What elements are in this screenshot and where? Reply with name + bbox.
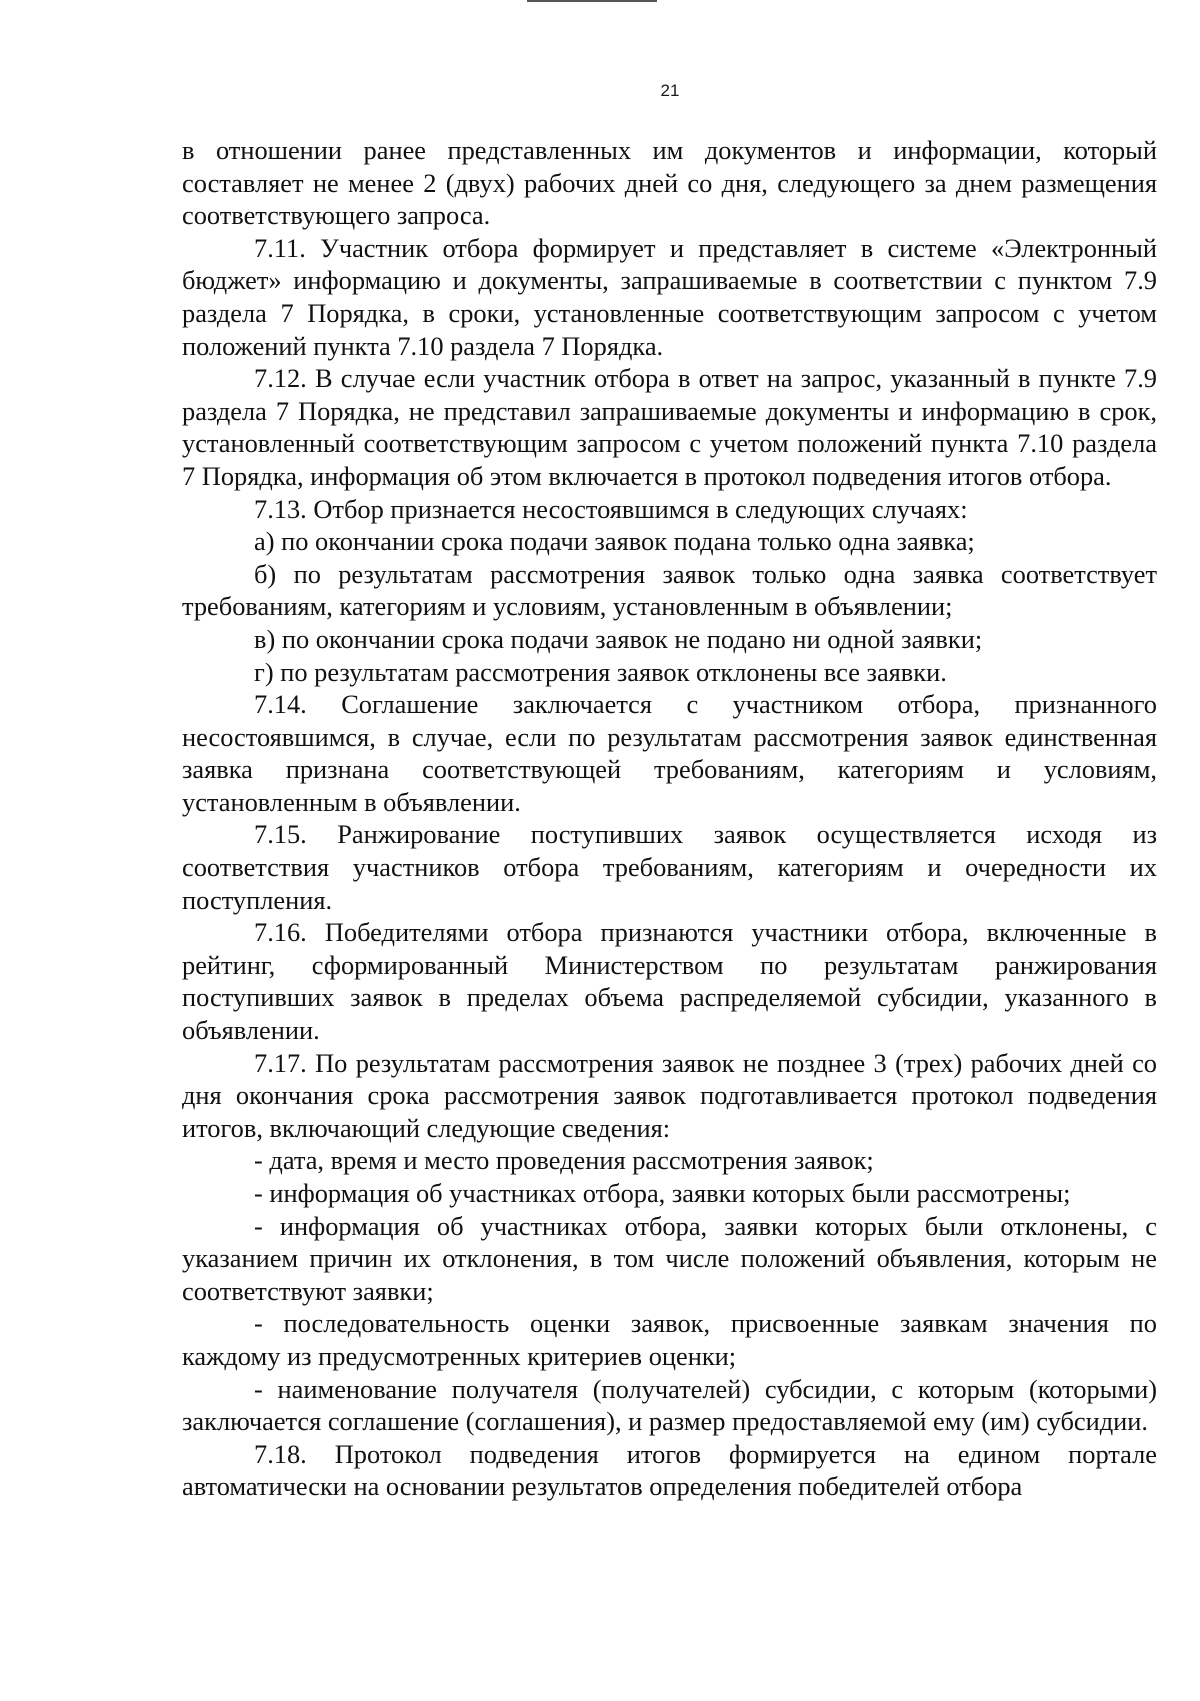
protocol-item-recipient: - наименование получателя (получателей) субсидии, с которым (которыми) заключается соглашение (соглашения), и размер предоставляемой ему (им) субсидии. (182, 1373, 1157, 1437)
paragraph-continuation: в отношении ранее представленных им документов и информации, который составляет не менее 2 (двух) рабочих дней со дня, следующего за днем размещения соответствующего запроса. (182, 135, 1157, 231)
list-item-a: а) по окончании срока подачи заявок подана только одна заявка; (254, 526, 975, 557)
paragraph-7-14: 7.14. Соглашение заключается с участником отбора, признанного несостоявшимся, в случае, если по результатам рассмотрения заявок единственная заявка признана соответствующей требованиям, категориям и условиям, установленным в объявлении. (182, 689, 1157, 817)
paragraph-7-18: 7.18. Протокол подведения итогов формируется на едином портале автоматически на основании результатов определения победителей отбора (182, 1438, 1157, 1502)
scan-top-rule (527, 0, 657, 2)
paragraph-7-13: 7.13. Отбор признается несостоявшимся в следующих случаях: (254, 493, 968, 524)
page-number: 21 (660, 81, 680, 100)
paragraph-7-11: 7.11. Участник отбора формирует и представляет в системе «Электронный бюджет» информацию и документы, запрашиваемые в соответствии с пунктом 7.9 раздела 7 Порядка, в сроки, установленные соответствующим запросом с учетом положений пункта 7.10 раздела 7 Порядка. (182, 232, 1157, 361)
protocol-item-date: - дата, время и место проведения рассмотрения заявок; (254, 1145, 874, 1176)
paragraph-7-12: 7.12. В случае если участник отбора в ответ на запрос, указанный в пункте 7.9 раздела 7 Порядка, не представил запрашиваемые документы и информацию в срок, установленный соответствующим запросом с учетом положений пункта 7.10 раздела 7 Порядка, информация об этом включается в протокол подведения итогов отбора. (182, 363, 1157, 491)
paragraph-7-16: 7.16. Победителями отбора признаются участники отбора, включенные в рейтинг, сформированный Министерством по результатам ранжирования поступивших заявок в пределах объема распределяемой субсидии, указанного в объявлении. (182, 917, 1157, 1046)
list-item-v: в) по окончании срока подачи заявок не подано ни одной заявки; (254, 623, 983, 654)
document-body (182, 134, 1157, 1503)
paragraph-7-15: 7.15. Ранжирование поступивших заявок осуществляется исходя из соответствия участников отбора требованиям, категориям и очередности их поступления. (182, 819, 1157, 915)
list-item-g: г) по результатам рассмотрения заявок отклонены все заявки. (254, 656, 947, 687)
paragraph-7-17: 7.17. По результатам рассмотрения заявок не позднее 3 (трех) рабочих дней со дня окончания срока рассмотрения заявок подготавливается протокол подведения итогов, включающий следующие сведения: (182, 1047, 1157, 1143)
protocol-item-reviewed: - информация об участниках отбора, заявки которых были рассмотрены; (254, 1178, 1071, 1208)
protocol-item-scoring: - последовательность оценки заявок, присвоенные заявкам значения по каждому из предусмотренных критериев оценки; (182, 1308, 1157, 1371)
protocol-item-rejected: - информация об участниках отбора, заявки которых были отклонены, с указанием причин их отклонения, в том числе положений объявления, которым не соответствуют заявки; (182, 1210, 1157, 1306)
list-item-b: б) по результатам рассмотрения заявок только одна заявка соответствует требованиям, категориям и условиям, установленным в объявлении; (182, 558, 1157, 622)
